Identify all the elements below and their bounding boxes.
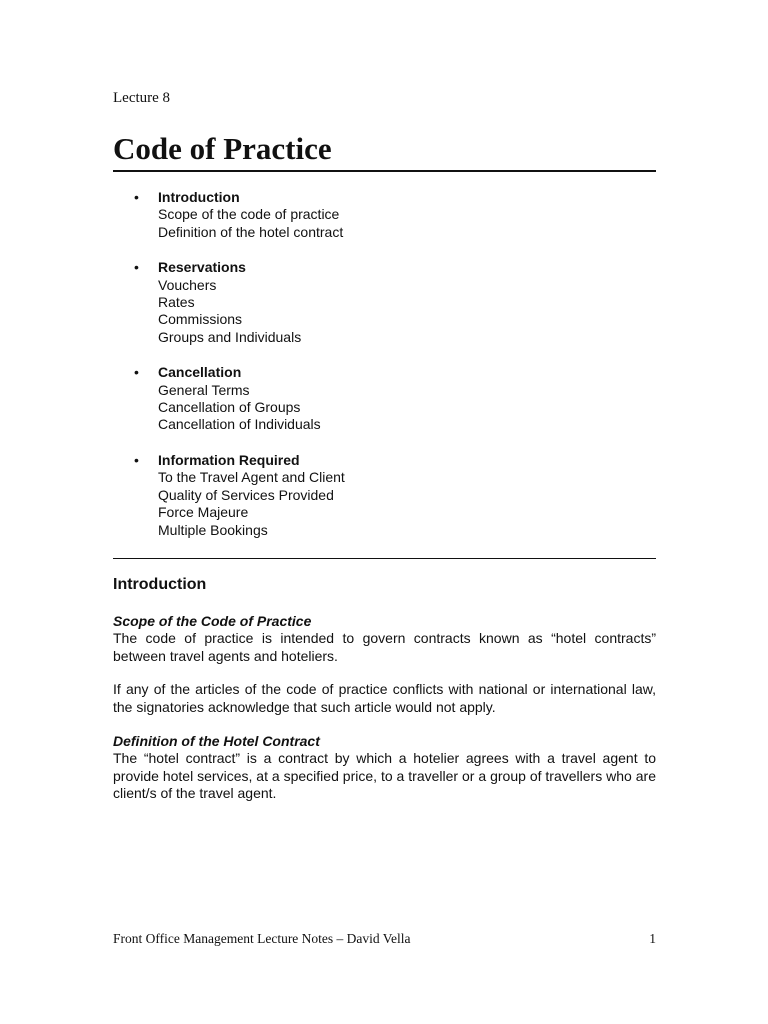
subsection-heading-scope: Scope of the Code of Practice: [113, 613, 312, 629]
introduction-section: [113, 575, 656, 819]
toc-item: Groups and Individuals: [158, 328, 302, 345]
toc-section-reservations: [113, 259, 656, 346]
lecture-number: Lecture 8: [113, 90, 171, 106]
toc-item: Cancellation of Groups: [158, 399, 301, 416]
section-divider: [113, 558, 656, 559]
bullet-icon: •: [134, 364, 139, 381]
toc-heading: Reservations: [158, 259, 246, 276]
paragraph: The code of practice is intended to govern contracts known as “hotel contracts” between travel agents and hoteliers.: [113, 630, 656, 664]
toc-heading: Cancellation: [158, 364, 242, 381]
paragraph: If any of the articles of the code of practice conflicts with national or international law, the signatories acknowledge that such article would not apply.: [113, 681, 656, 715]
footer-text: Front Office Management Lecture Notes – David Vella: [113, 931, 411, 946]
toc-item: Vouchers: [158, 276, 217, 293]
toc-item: Definition of the hotel contract: [158, 223, 344, 240]
toc-section-introduction: [113, 189, 656, 241]
page-title: Code of Practice: [113, 131, 332, 166]
subsection-heading-definition: Definition of the Hotel Contract: [113, 733, 320, 750]
toc-item: Multiple Bookings: [158, 521, 268, 538]
toc-heading: Information Required: [158, 451, 300, 468]
section-heading: Introduction: [113, 576, 207, 593]
toc-item: To the Travel Agent and Client: [158, 469, 345, 486]
title-rule: [113, 170, 656, 172]
toc-item: Cancellation of Individuals: [158, 416, 321, 433]
bullet-icon: •: [134, 189, 139, 205]
toc-section-information-required: [113, 452, 656, 539]
toc-heading: Introduction: [158, 189, 240, 205]
toc-item: Commissions: [158, 311, 243, 328]
bullet-icon: •: [134, 451, 139, 468]
bullet-icon: •: [134, 259, 139, 276]
toc-item: Rates: [158, 294, 195, 311]
toc-item: General Terms: [158, 381, 250, 398]
toc-item: Scope of the code of practice: [158, 206, 340, 223]
paragraph: The “hotel contract” is a contract by which a hotelier agrees with a travel agent to provide hotel services, at a specified price, to a traveller or a group of travellers who are client/s of the travel agent.: [113, 750, 656, 802]
toc-item: Quality of Services Provided: [158, 486, 334, 503]
toc-item: Force Majeure: [158, 504, 249, 521]
page-number: 1: [649, 931, 656, 946]
table-of-contents: [113, 189, 656, 557]
toc-section-cancellation: [113, 364, 656, 434]
